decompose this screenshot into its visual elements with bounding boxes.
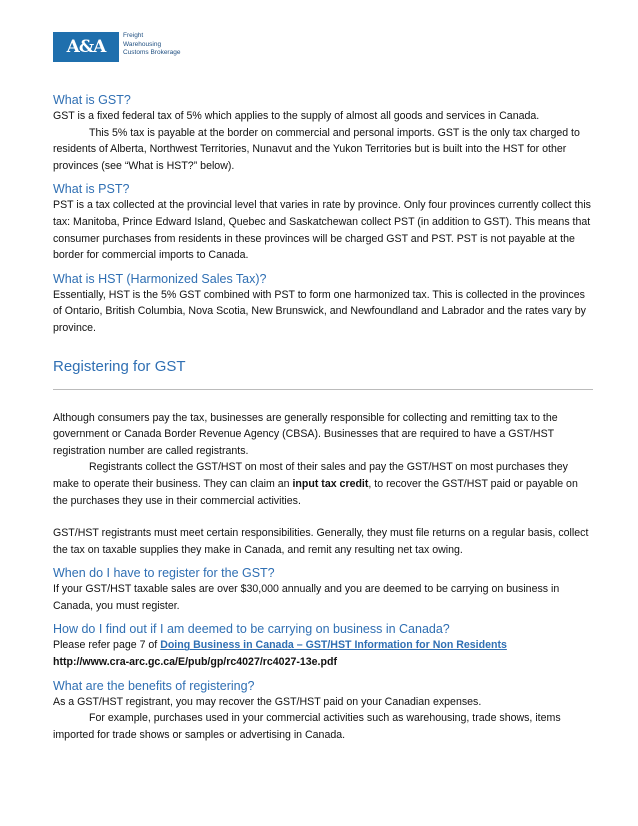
registering-paragraph-3: GST/HST registrants must meet certain responsibilities. Generally, they must file returns on a regular basis, collect the tax on taxable supplies they make in Canada, and remit any resulting net tax owing. [53,527,589,556]
logo-line-freight: Freight [123,32,144,39]
logo-mark: A&A [53,32,119,62]
gst-paragraph-1: GST is a fixed federal tax of 5% which applies to the supply of almost all goods and services in Canada. [53,110,540,122]
heading-how-find-out: How do I find out if I am deemed to be carrying on business in Canada? [53,622,450,637]
section-pst [53,181,593,263]
section-benefits [53,678,593,744]
registering-paragraph-2: Registrants collect the GST/HST on most of their sales and pay the GST/HST on most purchases they make to operate their business. They can claim an input tax credit, to recover the GST/HST paid or payable on the purchases they use in their commercial activities. [53,461,578,507]
doing-business-link[interactable]: Doing Business in Canada – GST/HST Information for Non Residents [160,639,507,652]
logo-line-warehousing: Warehousing [123,40,162,48]
section-divider [53,389,593,390]
heading-when-register: When do I have to register for the GST? [53,566,275,581]
heading-what-is-pst: What is PST? [53,182,130,197]
heading-what-is-hst: What is HST (Harmonized Sales Tax)? [53,271,267,286]
heading-registering-for-gst: Registering for GST [53,357,186,375]
section-how-find-out [53,621,593,670]
benefits-paragraph-1: As a GST/HST registrant, you may recover the GST/HST paid on your Canadian expenses. [53,695,482,708]
heading-benefits: What are the benefits of registering? [53,678,255,693]
section-hst [53,271,593,337]
company-logo [53,32,180,62]
registering-paragraph-1: Although consumers pay the tax, businesses are generally responsible for collecting and remitting tax to the government or Canada Border Revenue Agency (CBSA). Businesses that are required to have a GST/HST registration number are called registrants. [53,411,558,457]
section-gst [53,92,593,174]
benefits-paragraph-2: For example, purchases used in your commercial activities such as warehousing, trade shows, items imported for trade shows or samples or advertising in Canada. [53,712,561,741]
cra-pdf-url[interactable]: http://www.cra-arc.gc.ca/E/pub/gp/rc4027/rc4027-13e.pdf [53,656,337,669]
pst-paragraph: PST is a tax collected at the provincial level that varies in rate by province. Only four provinces currently collect this tax: Manitoba, Prince Edward Island, Quebec and Saskatchewan collect PST (in addition to GST). This means that consumer purchases from residents in these provinces will be charged GST and PST. PST is not payable at the border for commercial imports to Canada. [53,199,591,262]
section-registering [53,357,593,559]
heading-what-is-gst: What is GST? [53,93,131,107]
document-body [53,92,593,743]
logo-line-customs: Customs Brokerage [123,49,181,56]
section-when-register [53,565,593,614]
gst-paragraph-2: This 5% tax is payable at the border on commercial and personal imports. GST is the only tax charged to residents of Alberta, Northwest Territories, Nunavut and the Yukon Territories but is built into the HST for other provinces (see “What is HST?” below). [53,126,580,172]
how-find-out-paragraph: Please refer page 7 of Doing Business in Canada – GST/HST Information for Non Residents [53,639,507,652]
hst-paragraph: Essentially, HST is the 5% GST combined with PST to form one harmonized tax. This is collected in the provinces of Ontario, British Columbia, Nova Scotia, New Brunswick, and Newfoundland and Labrador and the rates vary by province. [53,288,586,334]
logo-tagline [123,32,180,58]
input-tax-credit-term: input tax credit [292,477,369,490]
when-paragraph: If your GST/HST taxable sales are over $30,000 annually and you are deemed to be carrying on business in Canada, you must register. [53,583,560,612]
